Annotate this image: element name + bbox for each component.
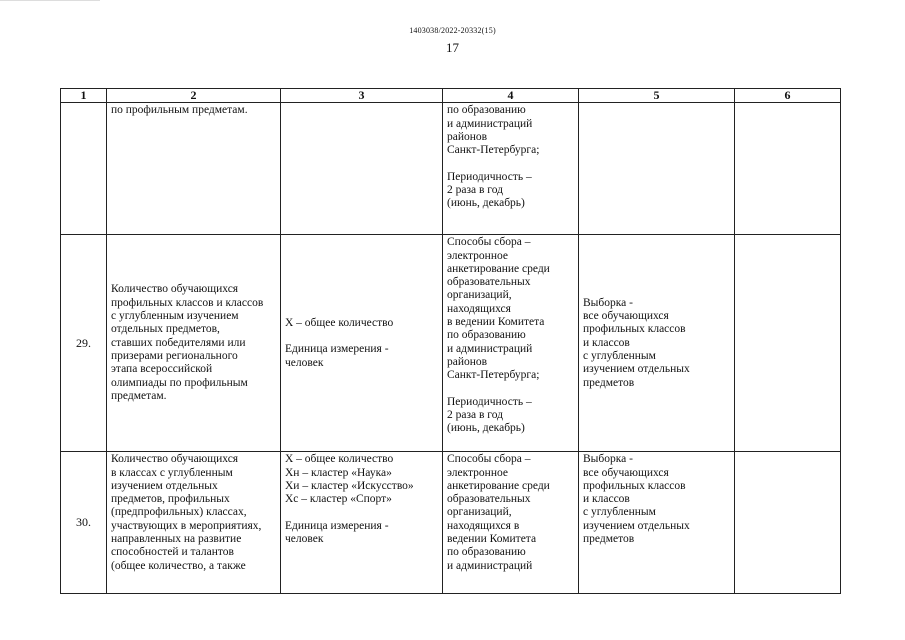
formula-cell xyxy=(281,103,443,235)
row-number: 30. xyxy=(61,452,107,594)
sample-cell: Выборка - все обучающихся профильных классов и классов с углубленным изучением отдельных предметов xyxy=(579,452,735,594)
extra-cell xyxy=(735,103,841,235)
extra-cell xyxy=(735,452,841,594)
table-header-row xyxy=(61,89,841,103)
table-row xyxy=(61,103,841,235)
extra-cell xyxy=(735,235,841,452)
column-header: 3 xyxy=(281,89,443,103)
formula-cell: Х – общее количество Единица измерения - человек xyxy=(281,235,443,452)
method-cell: Способы сбора – электронное анкетирование среди образовательных организаций, находящихся в ведении Комитета по образованию и администраций районов Санкт-Петербурга; Периодичность – 2 раза в год (июнь, декабрь) xyxy=(443,235,579,452)
page-number: 17 xyxy=(446,40,459,55)
indicators-table xyxy=(60,88,841,594)
scan-artifact-line xyxy=(0,0,100,1)
row-number xyxy=(61,103,107,235)
table-row xyxy=(61,452,841,594)
column-header: 1 xyxy=(61,89,107,103)
document-id: 1403038/2022-20332(15) xyxy=(409,26,496,35)
sample-cell: Выборка - все обучающихся профильных классов и классов с углубленным изучением отдельных предметов xyxy=(579,235,735,452)
sample-cell xyxy=(579,103,735,235)
column-header: 6 xyxy=(735,89,841,103)
method-cell: по образованию и администраций районов Санкт-Петербурга; Периодичность – 2 раза в год (июнь, декабрь) xyxy=(443,103,579,235)
column-header: 5 xyxy=(579,89,735,103)
column-header: 2 xyxy=(107,89,281,103)
indicator-cell: Количество обучающихся в классах с углубленным изучением отдельных предметов, профильных (предпрофильных) классах, участвующих в мероприятиях, направленных на развитие способностей и талантов (общее количество, а также xyxy=(107,452,281,594)
indicator-cell: по профильным предметам. xyxy=(107,103,281,235)
formula-cell: Х – общее количество Хн – кластер «Наука» Хи – кластер «Искусство» Хс – кластер «Спорт» Единица измерения - человек xyxy=(281,452,443,594)
column-header: 4 xyxy=(443,89,579,103)
row-number: 29. xyxy=(61,235,107,452)
method-cell: Способы сбора – электронное анкетирование среди образовательных организаций, находящихся в ведении Комитета по образованию и администраций xyxy=(443,452,579,594)
table-row xyxy=(61,235,841,452)
indicator-cell: Количество обучающихся профильных классов и классов с углубленным изучением отдельных предметов, ставших победителями или призерами регионального этапа всероссийской олимпиады по профильным предметам. xyxy=(107,235,281,452)
